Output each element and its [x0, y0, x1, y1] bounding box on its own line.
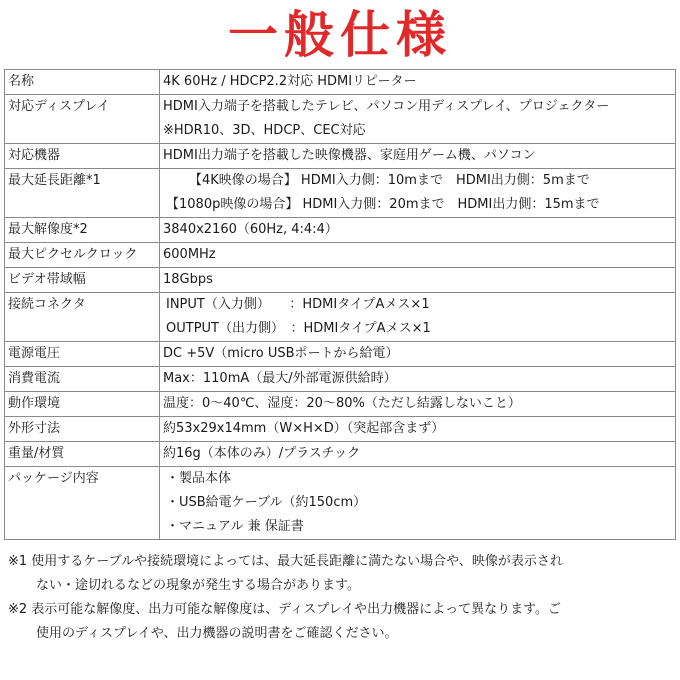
row-value [160, 268, 676, 293]
row-label: パッケージ内容 [5, 467, 160, 540]
row-value [160, 293, 676, 342]
value-line: 温度：0～40℃、湿度：20～80%（ただし結露しないこと） [163, 396, 521, 411]
footnote-line: 使用のディスプレイや、出力機器の説明書をご確認ください。 [36, 626, 398, 641]
row-value [160, 95, 676, 144]
row-label: 対応ディスプレイ [5, 95, 160, 144]
table-row [5, 442, 676, 467]
row-value [160, 417, 676, 442]
table-row [5, 293, 676, 342]
row-label: 最大延長距離*1 [5, 169, 160, 218]
row-value [160, 169, 676, 218]
table-row [5, 95, 676, 144]
row-value [160, 144, 676, 169]
row-value [160, 243, 676, 268]
row-value [160, 392, 676, 417]
value-line: 【1080p映像の場合】 HDMI入力側：20mまで HDMI出力側：15mまで [166, 197, 600, 212]
row-value [160, 442, 676, 467]
value-line: INPUT（入力側） ：HDMIタイプAメス×1 [166, 297, 430, 312]
value-line: ・USB給電ケーブル（約150cm） [166, 495, 367, 510]
value-line: ※HDR10、3D、HDCP、CEC対応 [163, 123, 366, 138]
footnote-line: ※2 表示可能な解像度、出力可能な解像度は、ディスプレイや出力機器によって異なります。ご [8, 602, 562, 617]
spec-table [4, 69, 676, 540]
table-row [5, 342, 676, 367]
value-line: ・製品本体 [166, 471, 232, 486]
row-value [160, 367, 676, 392]
page-title: 一般仕様 [228, 6, 452, 64]
value-line: 【4K映像の場合】 HDMI入力側：10mまで HDMI出力側：5mまで [189, 173, 590, 188]
value-line: HDMI出力端子を搭載した映像機器、家庭用ゲーム機、パソコン [163, 148, 536, 163]
value-line: ・マニュアル 兼 保証書 [166, 519, 304, 534]
row-value [160, 70, 676, 95]
footnote-line: ※1 使用するケーブルや接続環境によっては、最大延長距離に満たない場合や、映像が表示され [8, 554, 563, 569]
value-line: 18Gbps [163, 272, 213, 287]
table-row [5, 169, 676, 218]
row-value [160, 467, 676, 540]
table-row [5, 367, 676, 392]
table-row [5, 243, 676, 268]
row-label: 外形寸法 [5, 417, 160, 442]
table-row [5, 392, 676, 417]
row-label: 最大解像度*2 [5, 218, 160, 243]
row-label: 動作環境 [5, 392, 160, 417]
value-line: 約53x29x14mm（W×H×D）（突起部含まず） [163, 421, 445, 436]
row-label: ビデオ帯域幅 [5, 268, 160, 293]
value-line: Max：110mA（最大/外部電源供給時） [163, 371, 397, 386]
table-row [5, 218, 676, 243]
row-label: 消費電流 [5, 367, 160, 392]
footnote [8, 598, 672, 646]
row-label: 名称 [5, 70, 160, 95]
footnote [8, 550, 672, 598]
table-row [5, 467, 676, 540]
value-line: DC +5V（micro USBポートから給電） [163, 346, 399, 361]
table-row [5, 70, 676, 95]
row-label: 対応機器 [5, 144, 160, 169]
table-row [5, 417, 676, 442]
row-value [160, 218, 676, 243]
row-value [160, 342, 676, 367]
value-line: 3840x2160（60Hz, 4:4:4） [163, 222, 338, 237]
value-line: 4K 60Hz / HDCP2.2対応 HDMIリピーター [163, 74, 417, 89]
footnote-line: ない・途切れるなどの現象が発生する場合があります。 [36, 578, 360, 593]
row-label: 最大ピクセルクロック [5, 243, 160, 268]
value-line: 約16g（本体のみ）/プラスチック [163, 446, 361, 461]
row-label: 接続コネクタ [5, 293, 160, 342]
row-label: 電源電圧 [5, 342, 160, 367]
value-line: HDMI入力端子を搭載したテレビ、パソコン用ディスプレイ、プロジェクター [163, 99, 610, 114]
value-line: OUTPUT（出力側） ：HDMIタイプAメス×1 [166, 321, 431, 336]
table-row [5, 268, 676, 293]
value-line: 600MHz [163, 247, 216, 262]
footnotes [8, 550, 672, 646]
table-row [5, 144, 676, 169]
row-label: 重量/材質 [5, 442, 160, 467]
